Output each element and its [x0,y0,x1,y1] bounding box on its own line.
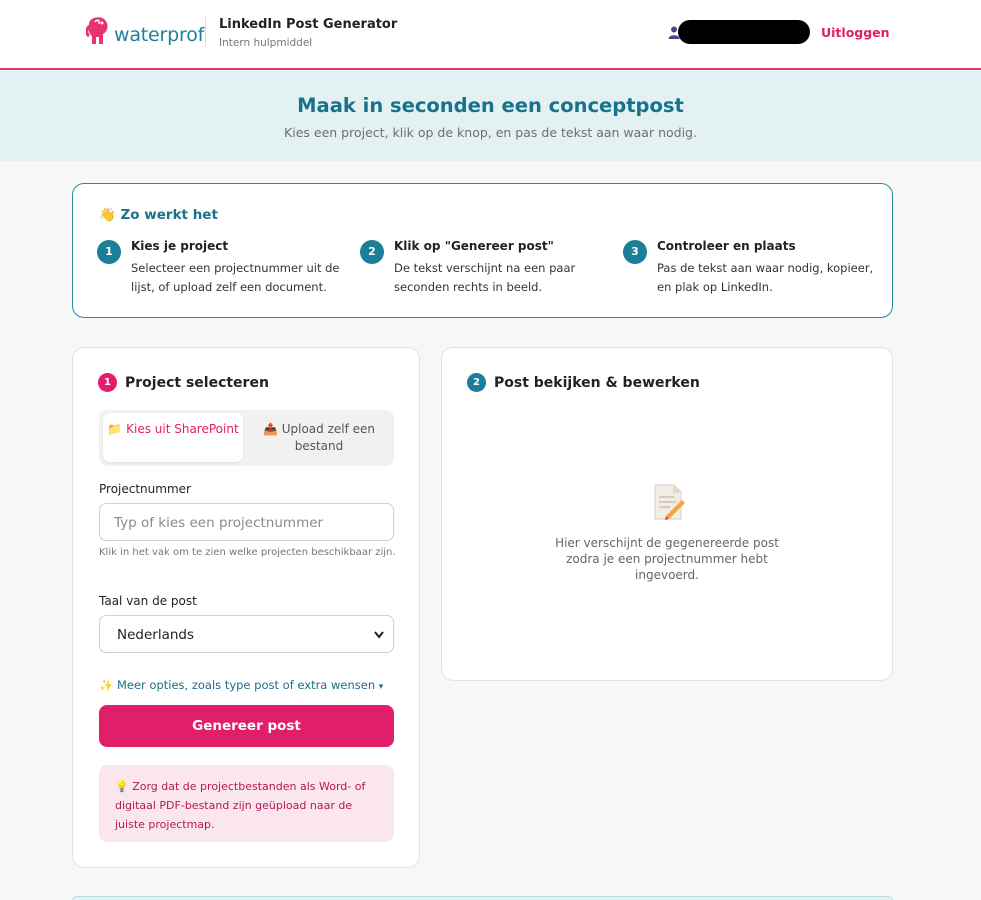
card-title: Project selecteren [125,374,269,391]
more-options-toggle[interactable] [99,678,383,692]
hero-title: Maak in seconden een conceptpost [297,94,684,117]
upload-icon: 📤 [262,422,278,436]
card-heading [98,373,269,392]
step-number-badge: 2 [467,373,486,392]
bottom-panel-edge [72,896,893,900]
step-number-badge: 1 [97,240,121,264]
card-title: Post bekijken & bewerken [494,374,700,391]
language-select[interactable] [99,615,394,653]
waterprof-logo[interactable] [86,14,204,48]
user-name-redacted [678,20,810,44]
step-number-badge: 1 [98,373,117,392]
how-it-works-label: Zo werkt het [120,207,218,223]
header-divider [205,17,206,47]
step-number-badge: 3 [623,240,647,264]
folder-icon: 📁 [107,422,123,436]
hero-subtitle: Kies een project, klik op de knop, en pas de tekst aan waar nodig. [284,125,697,140]
step-number-badge: 2 [360,240,384,264]
how-it-works-panel [72,183,893,318]
tip-box [99,765,394,842]
waving-hand-icon: 👋 [99,207,116,223]
project-number-input[interactable] [99,503,394,541]
logo-text: waterprof [114,24,205,46]
project-select-card [72,347,420,868]
how-it-works-title [99,207,218,223]
lightbulb-icon: 💡 [115,780,129,793]
hero-banner [0,70,981,161]
step-description: Selecteer een projectnummer uit de lijst, of upload zelf een document. [131,261,340,294]
caret-down-icon: ▾ [378,682,384,692]
sparkles-icon: ✨ [99,678,114,692]
tab-label: Upload zelf een bestand [281,422,376,453]
document-edit-icon [652,483,686,521]
elephant-logo-icon [86,14,110,48]
step-title: Controleer en plaats [657,239,796,253]
project-number-label: Projectnummer [99,482,191,496]
more-options-label: Meer opties, zoals type post of extra wensen [116,678,376,692]
app-subtitle: Intern hulpmiddel [219,37,313,49]
project-number-hint: Klik in het vak om te zien welke projecten beschikbaar zijn. [99,547,396,558]
app-title: LinkedIn Post Generator [219,17,398,32]
empty-state-text: Hier verschijnt de gegenereerde post zodra je een projectnummer hebt ingevoerd. [555,536,779,582]
tab-upload[interactable] [249,413,389,462]
step-description: Pas de tekst aan waar nodig, kopieer, en plak op LinkedIn. [657,261,874,294]
language-value: Nederlands [117,627,195,643]
step-title: Klik op "Genereer post" [394,239,554,253]
step-description: De tekst verschijnt na een paar seconden rechts in beeld. [394,261,576,294]
app-header [0,0,981,70]
tip-text: Zorg dat de projectbestanden als Word- of digitaal PDF-bestand zijn geüpload naar de juiste projectmap. [115,780,366,831]
generate-post-button[interactable]: Genereer post [99,705,394,747]
logout-link[interactable]: Uitloggen [821,25,890,40]
tab-label: Kies uit SharePoint [126,422,239,436]
post-preview-card [441,347,893,681]
tab-sharepoint[interactable] [103,413,243,462]
step-title: Kies je project [131,239,229,253]
chevron-down-icon [373,616,385,654]
card-heading [467,373,700,392]
language-label: Taal van de post [99,594,197,608]
source-toggle [99,410,394,466]
project-number-placeholder: Typ of kies een projectnummer [114,515,324,531]
